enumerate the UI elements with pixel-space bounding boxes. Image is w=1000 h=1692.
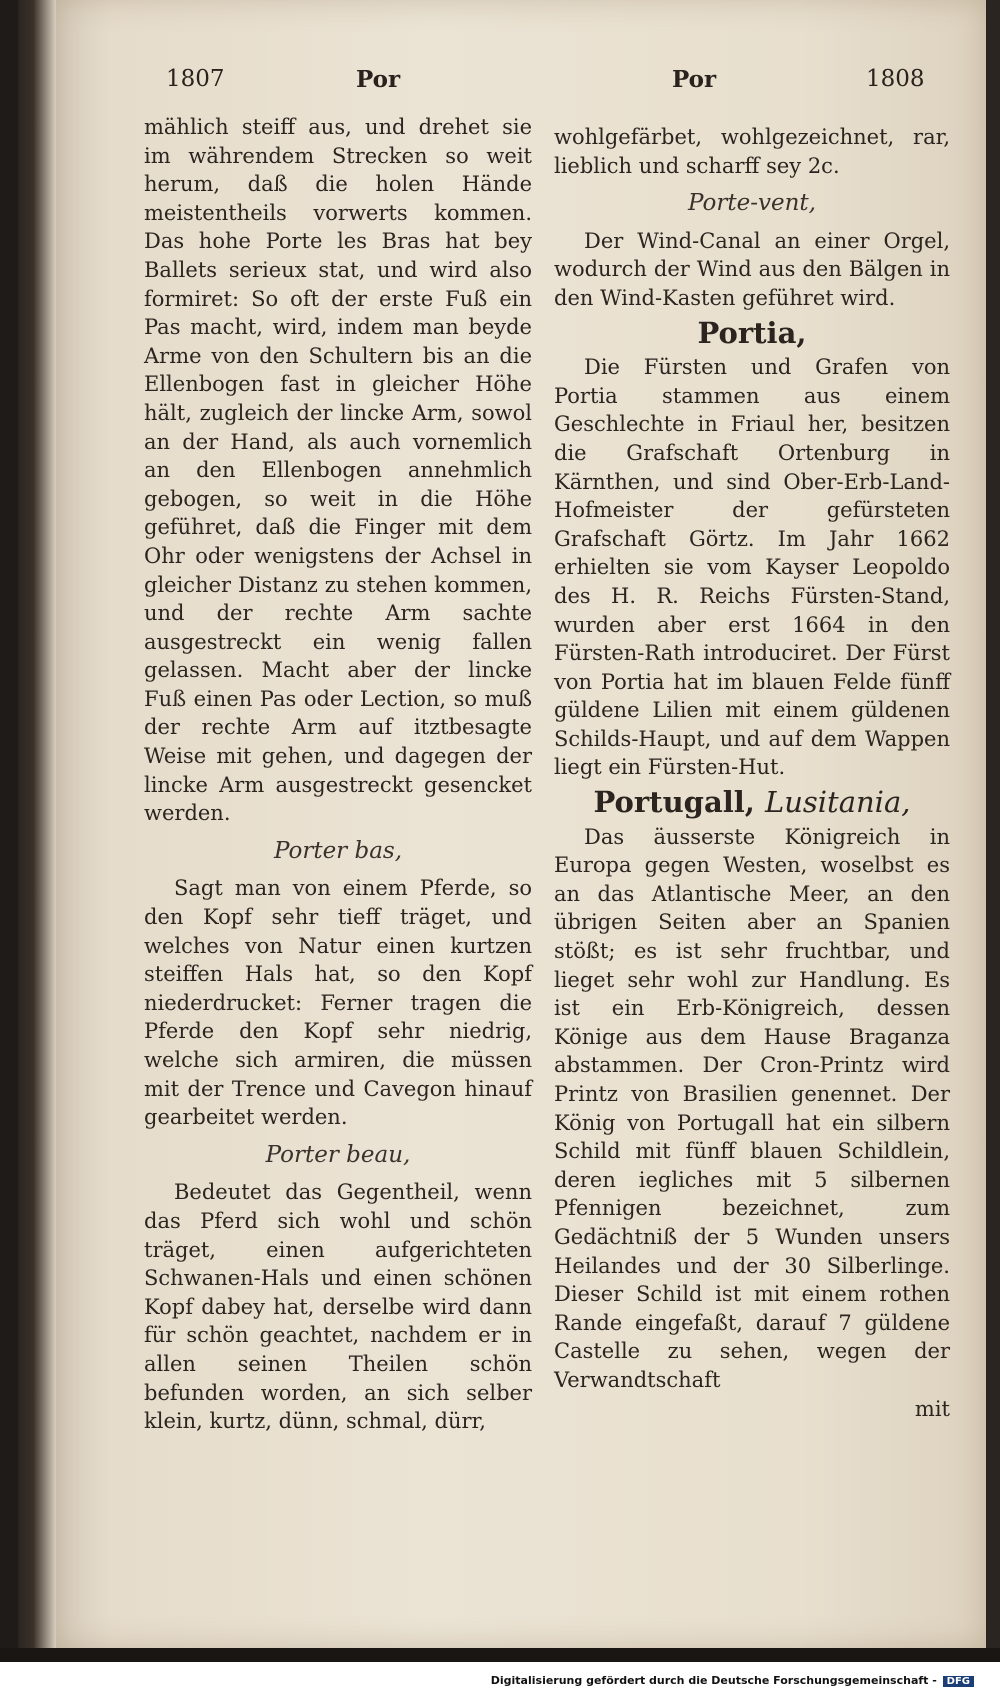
- paragraph-porte-les-bras: mählich steiff aus, und drehet sie im währendem Strecken so weit herum, daß die holen Hände meistentheils vorwerts kommen. Das hohe Porte les Bras hat bey Ballets serieux stat, und wird also formiret: So oft der erste Fuß ein Pas macht, wird, indem man beyde Arme von den Schultern bis an die Ellenbogen fast in gleicher Höhe hält, zugleich der lincke Arm, sowol an der Hand, als auch vornemlich an den Ellenbogen annehmlich gebogen, so weit in die Höhe geführet, daß die Finger mit dem Ohr oder wenigstens der Achsel in gleicher Distanz zu stehen kommen, und der rechte Arm sachte ausgestreckt ein wenig fallen gelassen. Macht aber der lincke Fuß einen Pas oder Lection, so muß der rechte Arm auf itztbesagte Weise mit gehen, und dagegen der lincke Arm ausgestreckt gesencket werden.: [144, 115, 532, 826]
- paragraph-porter-beau: Bedeutet das Gegentheil, wenn das Pferd sich wohl und schön träget, einen aufgerichteten Schwanen-Hals und einen schönen Kopf dabey hat, derselbe wird dann für schön geachtet, nachdem er in allen seinen Theilen schön befunden worden, an sich selber klein, kurtz, dünn, schmal, dürr,: [144, 1180, 532, 1434]
- page-number-left: 1807: [166, 66, 225, 92]
- paragraph-portia: Die Fürsten und Grafen von Portia stammen aus einem Geschlechte in Friaul her, besitzen die Grafschaft Ortenburg in Kärnthen, und sind Ober-Erb-Land-Hofmeister der gefürsteten Grafschaft Görtz. Im Jahr 1662 erhielten sie vom Kayser Leopoldo des H. R. Reichs Fürsten-Stand, wurden aber erst 1664 in den Fürsten-Rath introduciret. Der Fürst von Portia hat im blauen Felde fünff güldene Lilien mit einem güldenen Schilds-Haupt, und auf dem Wappen liegt ein Fürsten-Hut.: [554, 355, 950, 780]
- right-column: [554, 123, 950, 1423]
- heading-portugall-latin: Lusitania,: [764, 785, 911, 820]
- book-edge-right: [986, 0, 1000, 1660]
- running-head-left: Por: [356, 66, 401, 93]
- entry-heading-portugall: [554, 785, 950, 820]
- paragraph-porter-bas: Sagt man von einem Pferde, so den Kopf sehr tieff träget, und welches von Natur einen kurtzen steiffen Hals hat, so den Kopf niederdrucket: Ferner tragen die Pferde den Kopf sehr niedrig, welche sich armiren, die müssen mit der Trence und Cavegon hinauf gearbeitet werden.: [144, 876, 532, 1130]
- book-edge-left: [18, 0, 56, 1660]
- catchword: mit: [914, 1396, 950, 1421]
- entry-heading-portia: Portia,: [697, 315, 807, 350]
- paragraph-portugall: Das äusserste Königreich in Europa gegen Westen, woselbst es an das Atlantische Meer, an den übrigen Seiten aber an Spanien stößt; es ist sehr fruchtbar, und lieget sehr wohl zur Handlung. Es ist ein Erb-Königreich, dessen Könige aus dem Hause Braganza abstammen. Der Cron-Printz wird Printz von Brasilien genennet. Der König von Portugall hat ein silbern Schild mit fünff blauen Schildlein, deren iegliches mit 5 silbernen Pfennigen bezeichnet, zum Gedächtniß der 5 Wunden unsers Heilandes und der 30 Silberlinge. Dieser Schild ist mit einem rothen Rande eingefaßt, darauf 7 güldene Castelle zu sehen, wegen der Verwandtschaft: [554, 824, 950, 1392]
- dfg-logo: DFG: [943, 1676, 974, 1687]
- credit-text: Digitalisierung gefördert durch die Deutsche Forschungsgemeinschaft -: [490, 1674, 937, 1687]
- paragraph-continuation: wohlgefärbet, wohlgezeichnet, rar, lieblich und scharff sey 2c.: [554, 125, 950, 178]
- running-head-right: Por: [672, 66, 717, 93]
- left-column: [144, 113, 532, 1436]
- book-edge-bottom: [0, 1648, 1000, 1662]
- entry-heading-porter-beau: Porter beau,: [265, 1141, 411, 1168]
- entry-heading-porter-bas: Porter bas,: [273, 837, 403, 864]
- page-number-right: 1808: [866, 66, 925, 92]
- digitization-credit: [491, 1674, 974, 1687]
- heading-portugall-german: Portugall,: [593, 785, 755, 820]
- entry-heading-porte-vent: Porte-vent,: [688, 190, 816, 217]
- paragraph-porte-vent: Der Wind-Canal an einer Orgel, wodurch der Wind aus den Bälgen in den Wind-Kasten geführet wird.: [554, 228, 950, 310]
